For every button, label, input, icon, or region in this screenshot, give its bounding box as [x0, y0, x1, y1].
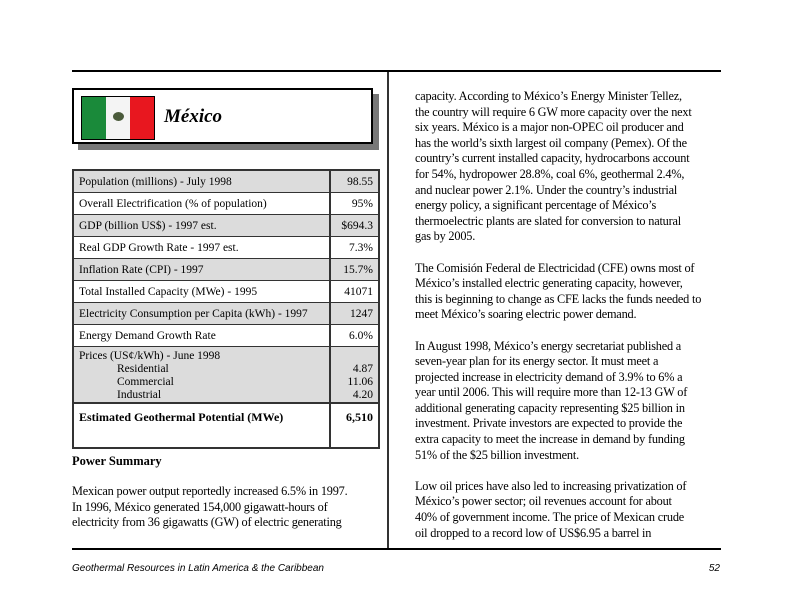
stat-label: Overall Electrification (% of population): [73, 193, 330, 215]
text-line: projected increase in electricity demand of 3.9% to 6% a: [415, 369, 683, 384]
column-divider: [387, 72, 389, 548]
stat-label: Population (millions) - July 1998: [73, 170, 330, 193]
text-line: year until 2006. This will require more than 12-13 GW of: [415, 385, 688, 400]
text-line: has the world’s sixth largest oil company (Pemex). Of the: [415, 135, 687, 150]
stat-value: 15.7%: [330, 259, 379, 281]
text-line: thermoelectric plants are slated for conversion to natural: [415, 213, 681, 228]
text-line: the country will require 6 GW more capacity over the next: [415, 104, 692, 119]
country-name: México: [164, 106, 223, 127]
stat-label: Electricity Consumption per Capita (kWh) - 1997: [73, 303, 330, 325]
table-row: [73, 325, 379, 347]
text-line: 51% of the $25 billion investment.: [415, 447, 579, 462]
stat-value: $694.3: [330, 215, 379, 237]
paragraph: [415, 261, 701, 323]
text-line: oil dropped to a record low of US$6.95 a barrel in: [415, 525, 652, 540]
country-title-box: [72, 88, 373, 144]
table-row: [73, 170, 379, 193]
paragraph: [415, 479, 701, 541]
text-line: meet México’s soaring electric power demand.: [415, 307, 637, 322]
text-line: for 54%, hydropower 28.8%, coal 6%, geothermal 2.4%,: [415, 166, 685, 181]
stat-label: Energy Demand Growth Rate: [73, 325, 330, 347]
table-row: [73, 303, 379, 325]
geothermal-label: Estimated Geothermal Potential (MWe): [73, 403, 330, 448]
price-category: Residential: [117, 363, 169, 375]
text-line: Low oil prices have also led to increasing privatization of: [415, 478, 687, 493]
stat-value: 6.0%: [330, 325, 379, 347]
table-row-prices: [73, 347, 379, 404]
mexico-flag-icon: [81, 96, 155, 140]
power-summary-heading: Power Summary: [72, 454, 162, 468]
text-line: seven-year plan for its energy sector. It must meet a: [415, 354, 659, 369]
text-line: Mexican power output reportedly increased 6.5% in 1997.: [72, 484, 348, 498]
text-line: México’s power sector; oil revenues account for about: [415, 494, 672, 509]
price-value: 11.06: [347, 376, 373, 388]
table-row: [73, 237, 379, 259]
stat-label: GDP (billion US$) - 1997 est.: [73, 215, 330, 237]
text-line: energy policy, a significant percentage of México’s: [415, 198, 657, 213]
table-row: [73, 259, 379, 281]
top-rule: [72, 70, 721, 72]
paragraph: [415, 89, 701, 245]
page-number: 52: [708, 563, 720, 574]
text-line: electricity from 36 gigawatts (GW) of electric generating: [72, 515, 342, 530]
stat-label: Total Installed Capacity (MWe) - 1995: [73, 281, 330, 303]
right-column-text: [415, 89, 701, 541]
table-row: [73, 215, 379, 237]
table-row: [73, 281, 379, 303]
stat-value: 1247: [330, 303, 379, 325]
geothermal-value: 6,510: [330, 403, 379, 448]
table-row: [73, 193, 379, 215]
text-line: six years. México is a major non-OPEC oil producer and: [415, 120, 684, 135]
stat-value: 7.3%: [330, 237, 379, 259]
text-line: this is beginning to change as CFE lacks the funds needed to: [415, 291, 702, 306]
prices-label: Prices (US¢/kWh) - June 1998: [79, 350, 221, 362]
price-value: 4.87: [352, 363, 373, 375]
text-line: and nuclear power 2.1%. Under the country’s industrial: [415, 182, 678, 197]
text-line: In 1996, México generated 154,000 gigawatt-hours of: [72, 499, 328, 514]
text-line: extra capacity to meet the increase in demand by funding: [415, 432, 685, 447]
paragraph: [415, 339, 701, 464]
bottom-rule: [72, 548, 721, 550]
text-line: The Comisión Federal de Electricidad (CFE) owns most of: [415, 260, 695, 275]
text-line: additional generating capacity representing $25 billion in: [415, 400, 685, 415]
text-line: gas by 2005.: [415, 229, 476, 244]
text-line: capacity. According to México’s Energy Minister Tellez,: [415, 89, 682, 103]
text-line: 40% of government income. The price of Mexican crude: [415, 510, 685, 525]
text-line: country’s current installed capacity, hydrocarbons account: [415, 151, 690, 166]
power-summary-paragraph: [72, 484, 348, 531]
text-line: investment. Private investors are expected to provide the: [415, 416, 683, 431]
price-value: 4.20: [352, 389, 373, 401]
price-category: Industrial: [117, 389, 162, 401]
text-line: In August 1998, México’s energy secretariat published a: [415, 338, 682, 353]
stat-value: 41071: [330, 281, 379, 303]
stat-value: 95%: [330, 193, 379, 215]
stat-label: Real GDP Growth Rate - 1997 est.: [73, 237, 330, 259]
price-category: Commercial: [117, 376, 174, 388]
stat-label: Inflation Rate (CPI) - 1997: [73, 259, 330, 281]
text-line: México’s installed electric generating capacity, however,: [415, 276, 683, 291]
table-row-geothermal: [73, 403, 379, 448]
country-stats-table: [72, 169, 380, 449]
coat-of-arms-icon: [113, 112, 124, 121]
stat-value: 98.55: [330, 170, 379, 193]
footer-title: Geothermal Resources in Latin America & the Caribbean: [72, 563, 324, 574]
